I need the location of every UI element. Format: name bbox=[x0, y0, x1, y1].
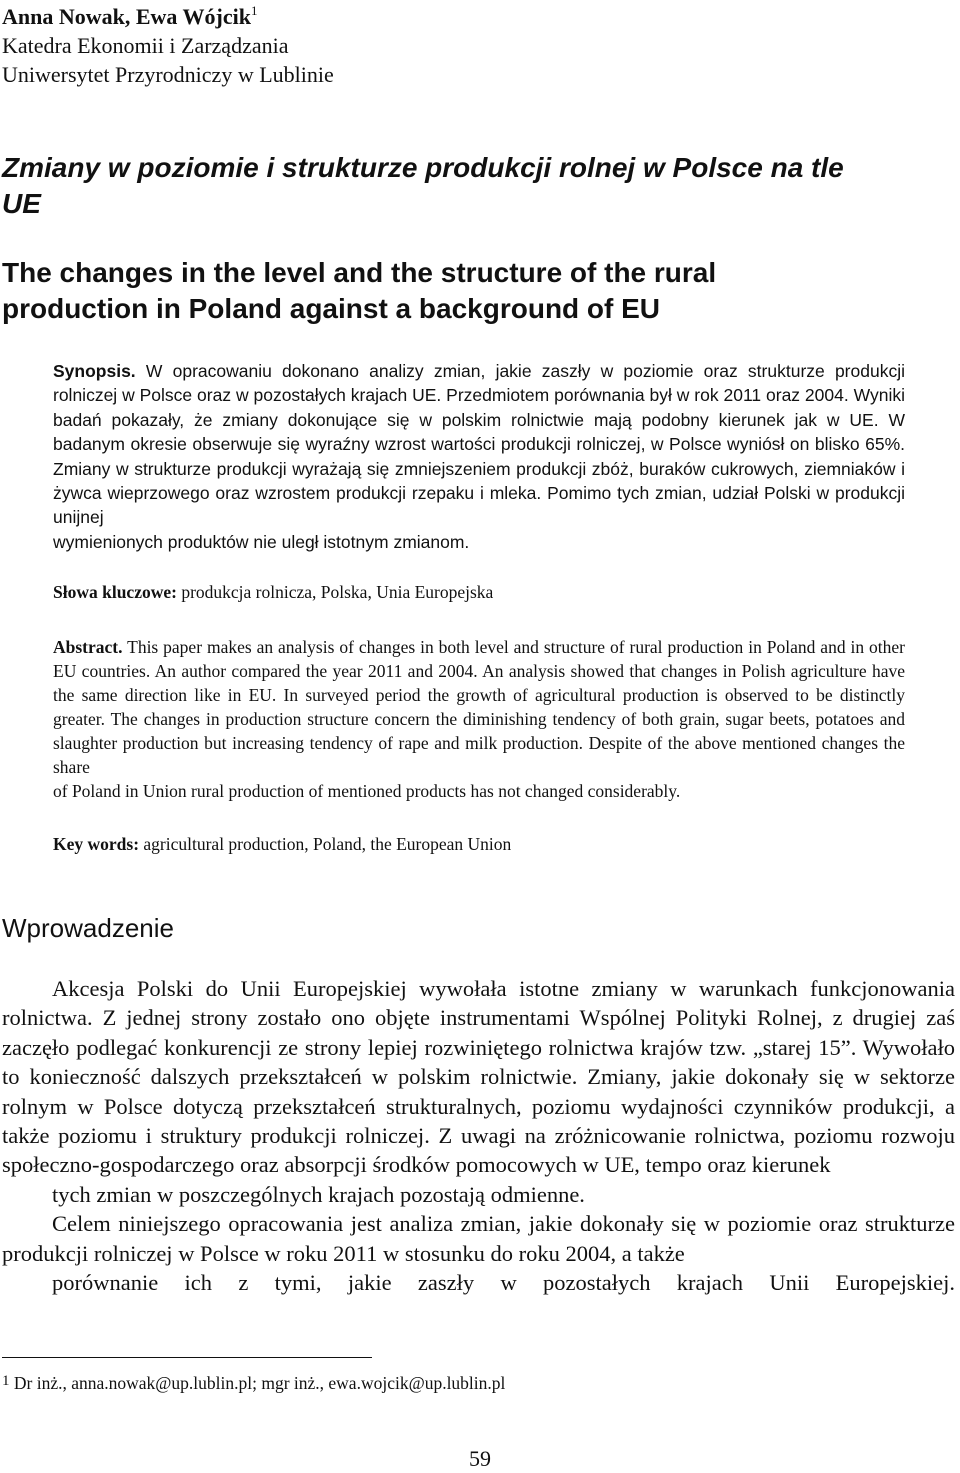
title-english-line-1: The changes in the level and the structure of the rural bbox=[2, 257, 717, 288]
title-english-line-2: production in Poland against a background of EU bbox=[2, 293, 661, 324]
page-number: 59 bbox=[469, 1446, 491, 1471]
footnote-separator bbox=[2, 1357, 372, 1358]
synopsis-label: Synopsis. bbox=[53, 361, 136, 381]
synopsis-body: W opracowaniu dokonano analizy zmian, jakie zaszły w poziomie oraz strukturze produkcji rolniczej w Polsce oraz w pozostałych krajach UE. Przedmiotem porównania był w rok 2011 oraz 2004. Wyniki badań pokazały, że zmiany dokonujące się w polskim rolnictwie mają podobny kierunek jak w UE. W badanym okresie obserwuje się wyraźny wzrost wartości produkcji rolniczej, w Polsce wyniósł on blisko 65%. Zmiany w strukturze produkcji wyrażają się zmniejszeniem produkcji zbóż, buraków cukrowych, ziemniaków i żywca wieprzowego oraz wzrostem produkcji rzepaku i mleka. Pomimo tych zmian, udział Polski w produkcji unijnej bbox=[53, 361, 905, 528]
section-heading: Wprowadzenie bbox=[2, 913, 174, 943]
authors-text: Anna Nowak, Ewa Wójcik bbox=[2, 4, 251, 29]
paragraph-2-last-line: porównanie ich z tymi, jakie zaszły w pozostałych krajach Unii Europejskiej. bbox=[52, 1270, 955, 1296]
abstract-body: This paper makes an analysis of changes in both level and structure of rural production in Poland and in other EU countries. An author compared the year 2011 and 2004. An analysis showed that changes in Polish agriculture have the same direction like in EU. In surveyed period the growth of agricultural production is observed to be distinctly greater. The changes in production structure concern the diminishing tendency of both grain, sugar beets, potatoes and slaughter production but increasing tendency of rape and milk production. Despite of the above mentioned changes the share bbox=[53, 637, 905, 777]
title-polish bbox=[2, 150, 947, 222]
keywords-polish bbox=[53, 580, 493, 604]
abstract-last-line: of Poland in Union rural production of mentioned products has not changed considerably. bbox=[53, 781, 681, 801]
paragraph-1-body: Akcesja Polski do Unii Europejskiej wywołała istotne zmiany w warunkach funkcjonowania rolnictwa. Z jednej strony zostało ono objęte instrumentami Wspólnej Polityki Rolnej, z drugiej zaś zaczęło podlegać konkurencji ze strony lepiej rozwiniętego rolnictwa krajów tzw. „starej 15”. Wywołało to konieczność dalszych przekształceń w polskim rolnictwie. Zmiany, jakie dokonały się w sektorze rolnym w Polsce dotyczą przekształceń strukturalnych, poziomu wydajności czynników produkcji, a także poziomu i struktury produkcji rolniczej. Z uwagi na zróżnicowanie rolnictwa, poziomu rozwoju społeczno-gospodarczego oraz absorpcji środków pomocowych w UE, tempo oraz kierunek bbox=[2, 976, 955, 1178]
paragraph-2-body: Celem niniejszego opracowania jest analiza zmian, jakie dokonały się w poziomie oraz strukturze produkcji rolniczej w Polsce w roku 2011 w stosunku do roku 2004, a także bbox=[2, 1211, 955, 1266]
abstract-label: Abstract. bbox=[53, 637, 123, 657]
keywords-english-value: agricultural production, Poland, the European Union bbox=[143, 834, 512, 854]
paragraph-1 bbox=[2, 974, 955, 1209]
title-polish-line-2: UE bbox=[2, 188, 41, 219]
title-english bbox=[2, 255, 947, 327]
synopsis bbox=[53, 359, 905, 554]
keywords-english bbox=[53, 832, 511, 856]
paragraph-2 bbox=[2, 1209, 955, 1297]
university: Uniwersytet Przyrodniczy w Lublinie bbox=[2, 62, 334, 87]
author-block bbox=[2, 2, 334, 89]
footnote-text: Dr inż., anna.nowak@up.lublin.pl; mgr inż., ewa.wojcik@up.lublin.pl bbox=[13, 1373, 506, 1393]
synopsis-last-line: wymienionych produktów nie uległ istotnym zmianom. bbox=[53, 531, 470, 552]
author-names bbox=[2, 2, 334, 31]
keywords-polish-label: Słowa kluczowe: bbox=[53, 582, 177, 602]
title-polish-line-1: Zmiany w poziomie i strukturze produkcji rolnej w Polsce na tle bbox=[2, 152, 844, 183]
footnote bbox=[2, 1371, 505, 1395]
keywords-polish-value: produkcja rolnicza, Polska, Unia Europejska bbox=[181, 582, 494, 602]
footnote-marker: 1 bbox=[250, 3, 258, 18]
abstract bbox=[53, 635, 905, 803]
keywords-english-label: Key words: bbox=[53, 834, 140, 854]
introduction-body bbox=[2, 974, 955, 1297]
department: Katedra Ekonomii i Zarządzania bbox=[2, 33, 289, 58]
footnote-number: 1 bbox=[2, 1373, 10, 1389]
paragraph-1-last-line: tych zmian w poszczególnych krajach pozostają odmienne. bbox=[52, 1181, 585, 1207]
